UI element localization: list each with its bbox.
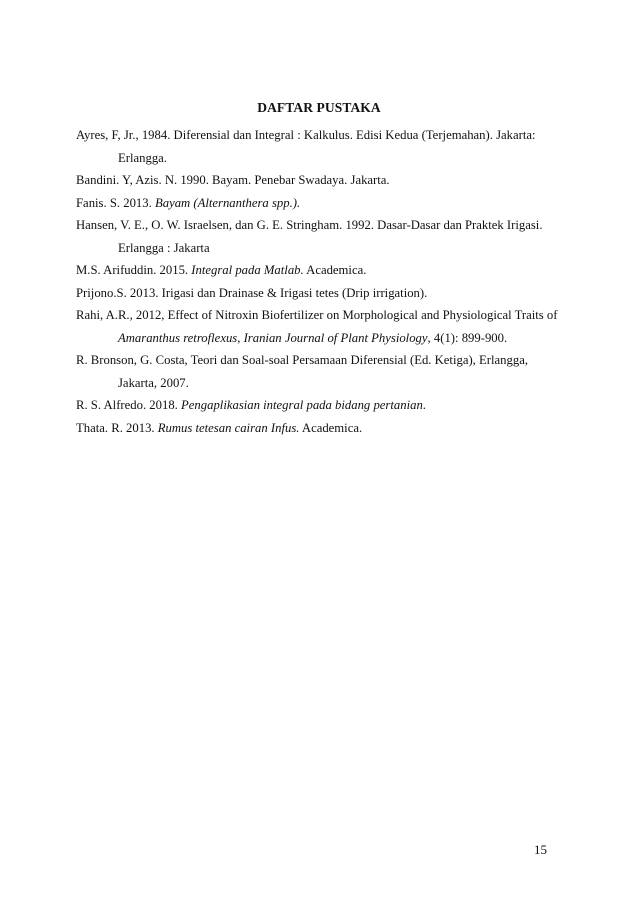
reference-item bbox=[76, 124, 566, 169]
reference-text: . bbox=[422, 398, 426, 412]
page-number: 15 bbox=[534, 842, 547, 857]
reference-title-italic: Rumus tetesan cairan Infus. bbox=[157, 420, 300, 435]
reference-text: R. Bronson, G. Costa, Teori dan Soal-soal Persamaan Diferensial (Ed. Ketiga), Erlangga, Jakarta, 2007. bbox=[76, 353, 528, 390]
reference-title-italic: Iranian Journal of Plant Physiology bbox=[243, 330, 428, 345]
reference-title-italic: Integral pada Matlab. bbox=[191, 263, 304, 277]
reference-item bbox=[76, 417, 566, 440]
reference-text: Academica. bbox=[299, 420, 363, 435]
reference-text: R. S. Alfredo. 2018. bbox=[76, 398, 182, 412]
reference-text: Ayres, F, Jr., 1984. Diferensial dan Integral : Kalkulus. Edisi Kedua (Terjemahan). Jakarta: Erlangga. bbox=[76, 128, 536, 165]
reference-item bbox=[76, 394, 566, 417]
reference-text: , bbox=[237, 330, 244, 345]
reference-item bbox=[76, 282, 566, 305]
reference-list bbox=[76, 124, 566, 439]
reference-item bbox=[76, 304, 566, 349]
reference-text: Rahi, A.R., 2012, Effect of Nitroxin Biofertilizer on Morphological and Physiological Traits of bbox=[76, 308, 558, 322]
reference-title-italic: Pengaplikasian integral pada bidang pertanian bbox=[181, 398, 423, 412]
reference-text: Hansen, V. E., O. W. Israelsen, dan G. E. Stringham. 1992. Dasar-Dasar dan Praktek Irigasi. Erlangga : Jakarta bbox=[76, 218, 543, 255]
reference-title-italic: Bayam (Alternanthera spp.). bbox=[154, 195, 301, 210]
reference-text: Prijono.S. 2013. Irigasi dan Drainase & Irigasi tetes (Drip irrigation). bbox=[76, 285, 428, 300]
reference-item bbox=[76, 349, 566, 394]
reference-item bbox=[76, 169, 566, 192]
reference-item bbox=[76, 259, 566, 282]
reference-title-italic: Amaranthus retroflexus bbox=[118, 330, 238, 345]
page-title: DAFTAR PUSTAKA bbox=[257, 100, 381, 115]
reference-text: Bandini. Y, Azis. N. 1990. Bayam. Penebar Swadaya. Jakarta. bbox=[76, 173, 390, 187]
reference-text: Academica. bbox=[303, 263, 367, 277]
reference-item bbox=[76, 214, 566, 259]
reference-text: Thata. R. 2013. bbox=[76, 420, 158, 435]
reference-text: , 4(1): 899-900. bbox=[427, 330, 508, 345]
reference-item bbox=[76, 192, 566, 215]
reference-text: M.S. Arifuddin. 2015. bbox=[76, 263, 192, 277]
reference-text: Fanis. S. 2013. bbox=[76, 195, 155, 210]
